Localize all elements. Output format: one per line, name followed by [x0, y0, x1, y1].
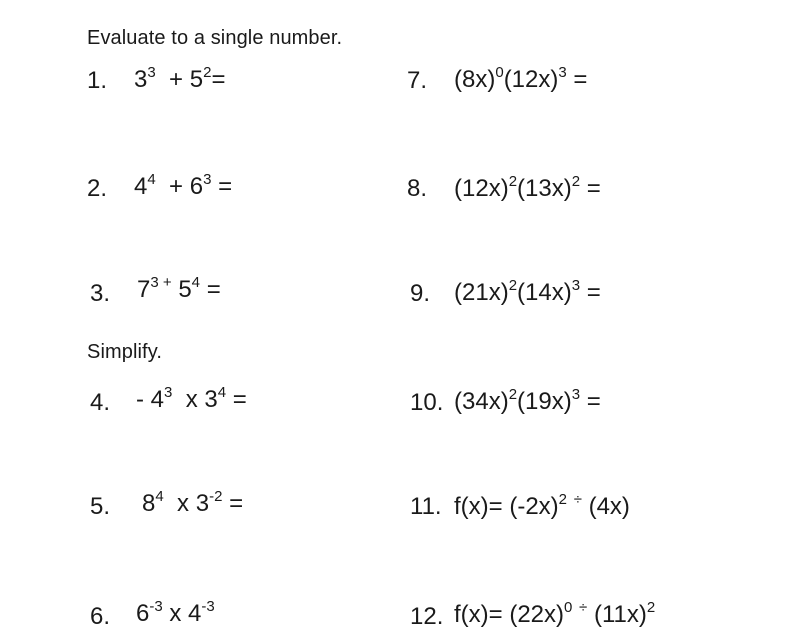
problem-4-expression: - $4^3$ x $3^4$ =: [136, 384, 247, 413]
problem-7-expression: $(8x)^0(12x)^3$ =: [454, 64, 588, 93]
problem-9-expression: $(21x)^2(14x)^3$ =: [454, 277, 601, 306]
problem-3-expression: $7^{3 +}$ $5^4$ =: [137, 274, 221, 303]
problem-7-number: 7.: [407, 67, 428, 94]
problem-1-number: 1.: [87, 67, 108, 94]
problem-12-expression: $f(x)= (22x)^0$ ÷ $(11x)^2$: [454, 599, 656, 628]
problem-5-number: 5.: [90, 493, 111, 520]
problem-8-number: 8.: [407, 175, 428, 202]
simplify-heading: Simplify.: [87, 341, 162, 363]
problem-10-expression: $(34x)^2(19x)^3$ =: [454, 386, 601, 415]
problem-3-number: 3.: [90, 280, 111, 307]
problem-11-number: 11.: [410, 493, 442, 520]
problem-11-expression: $f(x)= (-2x)^2$ ÷ (4x): [454, 491, 630, 520]
problem-6-expression: $6^{-3}$ x $4^{-3}$: [136, 598, 215, 627]
problem-5-expression: $8^4$ x $3^{-2}$ =: [142, 488, 244, 517]
problem-2-expression: $4^4 + 6^3$ =: [134, 171, 233, 200]
problem-12-number: 12.: [410, 603, 444, 630]
problem-4-number: 4.: [90, 389, 111, 416]
problem-8-expression: $(12x)^2(13x)^2$ =: [454, 173, 601, 202]
problem-2-number: 2.: [87, 175, 108, 202]
problem-6-number: 6.: [90, 603, 111, 630]
problem-9-number: 9.: [410, 280, 431, 307]
problem-10-number: 10.: [410, 389, 444, 416]
evaluate-heading: Evaluate to a single number.: [87, 27, 343, 49]
problem-1-expression: $3^3 + 5^2=$: [134, 64, 226, 93]
